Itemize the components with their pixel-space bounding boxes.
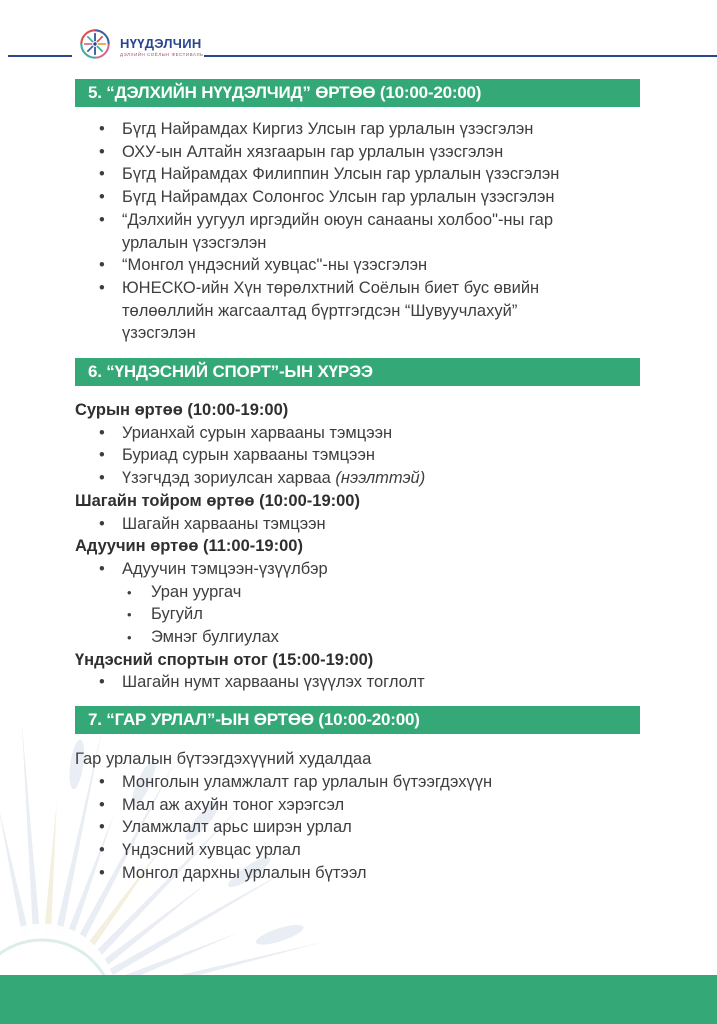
subsection-list <box>75 558 640 649</box>
subsection-heading-shagai: Шагайн тойром өртөө (10:00-19:00) <box>75 491 360 510</box>
list-item: • Бүгд Найрамдах Филиппин Улсын гар урлалын үзэсгэлэн <box>75 163 577 186</box>
subsection-list <box>75 671 640 694</box>
logo-tagline: ДЭЛХИЙН СОЁЛЫН ФЕСТИВАЛЬ <box>120 52 204 57</box>
section-6-banner: 6. “ҮНДЭСНИЙ СПОРТ”-ЫН ХҮРЭЭ <box>75 358 640 386</box>
list-item: • Шагайн нумт харвааны үзүүлэх тоглолт <box>75 671 640 694</box>
list-item: • “Дэлхийн уугуул иргэдийн оюун санааны холбоо"-ны гар урлалын үзэсгэлэн <box>75 209 577 254</box>
subsection-heading-sur: Сурын өртөө (10:00-19:00) <box>75 401 289 420</box>
list-item: • Монгол дархны урлалын бүтээл <box>75 862 640 885</box>
section-7-banner: 7. “ГАР УРЛАЛ”-ЫН ӨРТӨӨ (10:00-20:00) <box>75 706 640 734</box>
header-rule-right <box>204 55 717 57</box>
list-item: • Буриад сурын харвааны тэмцээн <box>75 444 640 467</box>
list-item: • “Монгол үндэсний хувцас"-ны үзэсгэлэн <box>75 254 577 277</box>
footer-bar <box>0 975 717 1024</box>
header-rule-left <box>8 55 72 57</box>
section-7-list <box>75 771 640 885</box>
list-item: • Уламжлалт арьс ширэн урлал <box>75 816 640 839</box>
list-item <box>75 467 640 490</box>
list-item: • ЮНЕСКО-ийн Хүн төрөлхтний Соёлын биет бус өвийн төлөөллийн жагсаалтад бүртгэгдсэн “Шувуучлахуй” үзэсгэлэн <box>75 277 577 345</box>
section-7-intro: Гар урлалын бүтээгдэхүүний худалдаа <box>75 750 372 769</box>
subsection-heading-otog: Үндэсний спортын отог (15:00-19:00) <box>75 650 374 669</box>
subsection-list <box>75 422 640 490</box>
list-item: • Монголын уламжлалт гар урлалын бүтээгдэхүүн <box>75 771 640 794</box>
list-item: • Үндэсний хувцас урлал <box>75 839 640 862</box>
sub-list-item: • Уран уургач <box>75 581 640 604</box>
list-item: • Шагайн харвааны тэмцээн <box>75 513 640 536</box>
list-item: • Урианхай сурын харвааны тэмцээн <box>75 422 640 445</box>
sub-list-item: • Бугуйл <box>75 603 640 626</box>
section-5-list <box>75 118 640 345</box>
logo-title: НҮҮДЭЛЧИН <box>120 36 202 51</box>
section-6-content <box>75 399 640 694</box>
subsection-heading-aduuchin: Адуучин өртөө (11:00-19:00) <box>75 537 303 556</box>
list-item: • Бүгд Найрамдах Киргиз Улсын гар урлалын үзэсгэлэн <box>75 118 577 141</box>
list-item: • Бүгд Найрамдах Солонгос Улсын гар урлалын үзэсгэлэн <box>75 186 577 209</box>
logo-text-block <box>120 37 204 57</box>
section-5-banner: 5. “ДЭЛХИЙН НҮҮДЭЛЧИД” ӨРТӨӨ (10:00-20:00) <box>75 79 640 107</box>
sub-list-item: • Эмнэг булгиулах <box>75 626 640 649</box>
list-item: • ОХУ-ын Алтайн хязгаарын гар урлалын үзэсгэлэн <box>75 141 577 164</box>
nomad-festival-logo-icon <box>78 27 112 61</box>
list-item-note: (нээлттэй) <box>335 469 426 488</box>
list-item-text: Үзэгчдэд зориулсан харваа <box>122 469 331 488</box>
document-body <box>75 79 640 884</box>
list-item: • Мал аж ахуйн тоног хэрэгсэл <box>75 794 640 817</box>
subsection-list <box>75 513 640 536</box>
list-item: • Адуучин тэмцээн-үзүүлбэр <box>75 558 640 581</box>
